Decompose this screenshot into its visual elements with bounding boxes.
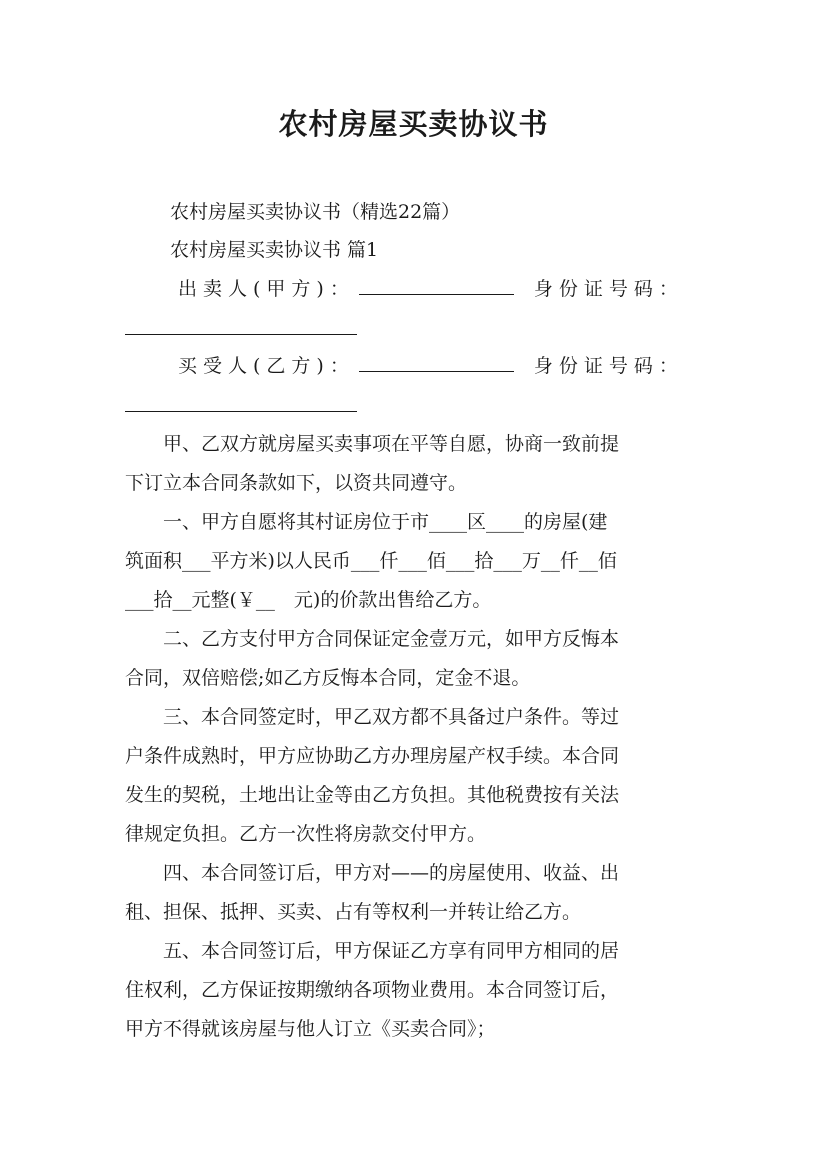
body-line: 一、甲方自愿将其村证房位于市____区____的房屋(建 <box>125 511 608 533</box>
document-subtitle: 农村房屋买卖协议书（精选22篇） <box>170 201 461 223</box>
body-line: 户条件成熟时，甲方应协助乙方办理房屋产权手续。本合同 <box>125 745 620 767</box>
buyer-name-blank <box>359 351 514 372</box>
body-line: 三、本合同签定时，甲乙双方都不具备过户条件。等过 <box>125 706 620 728</box>
body-line: 筑面积___平方米)以人民币___仟___佰___拾___万__仟__佰 <box>125 550 617 572</box>
body-line: 律规定负担。乙方一次性将房款交付甲方。 <box>125 823 487 845</box>
seller-label: 出卖人(甲方)： <box>178 278 355 300</box>
seller-id-label: 身份证号码： <box>533 278 684 300</box>
seller-name-blank <box>359 274 514 295</box>
buyer-id-label: 身份证号码： <box>533 355 684 377</box>
body-line: 合同，双倍赔偿;如乙方反悔本合同，定金不退。 <box>125 667 531 689</box>
buyer-line <box>178 350 698 382</box>
body-line: ___拾__元整(￥__ 元)的价款出售给乙方。 <box>125 589 492 611</box>
body-line: 租、担保、抵押、买卖、占有等权利一并转让给乙方。 <box>125 901 582 923</box>
section-heading: 农村房屋买卖协议书 篇1 <box>170 239 379 261</box>
body-line: 二、乙方支付甲方合同保证定金壹万元，如甲方反悔本 <box>125 628 620 650</box>
body-line: 甲、乙双方就房屋买卖事项在平等自愿，协商一致前提 <box>125 433 620 455</box>
body-line: 下订立本合同条款如下，以资共同遵守。 <box>125 472 468 494</box>
seller-id-blank <box>125 334 357 335</box>
buyer-id-blank <box>125 411 357 412</box>
body-line: 住权利，乙方保证按期缴纳各项物业费用。本合同签订后， <box>125 979 620 1001</box>
buyer-label: 买受人(乙方)： <box>178 355 355 377</box>
body-line: 四、本合同签订后，甲方对——的房屋使用、收益、出 <box>125 862 620 884</box>
body-line: 甲方不得就该房屋与他人订立《买卖合同》； <box>125 1018 496 1040</box>
seller-line <box>178 273 698 305</box>
body-line: 发生的契税，土地出让金等由乙方负担。其他税费按有关法 <box>125 784 620 806</box>
document-title: 农村房屋买卖协议书 <box>278 107 549 141</box>
body-line: 五、本合同签订后，甲方保证乙方享有同甲方相同的居 <box>125 940 620 962</box>
